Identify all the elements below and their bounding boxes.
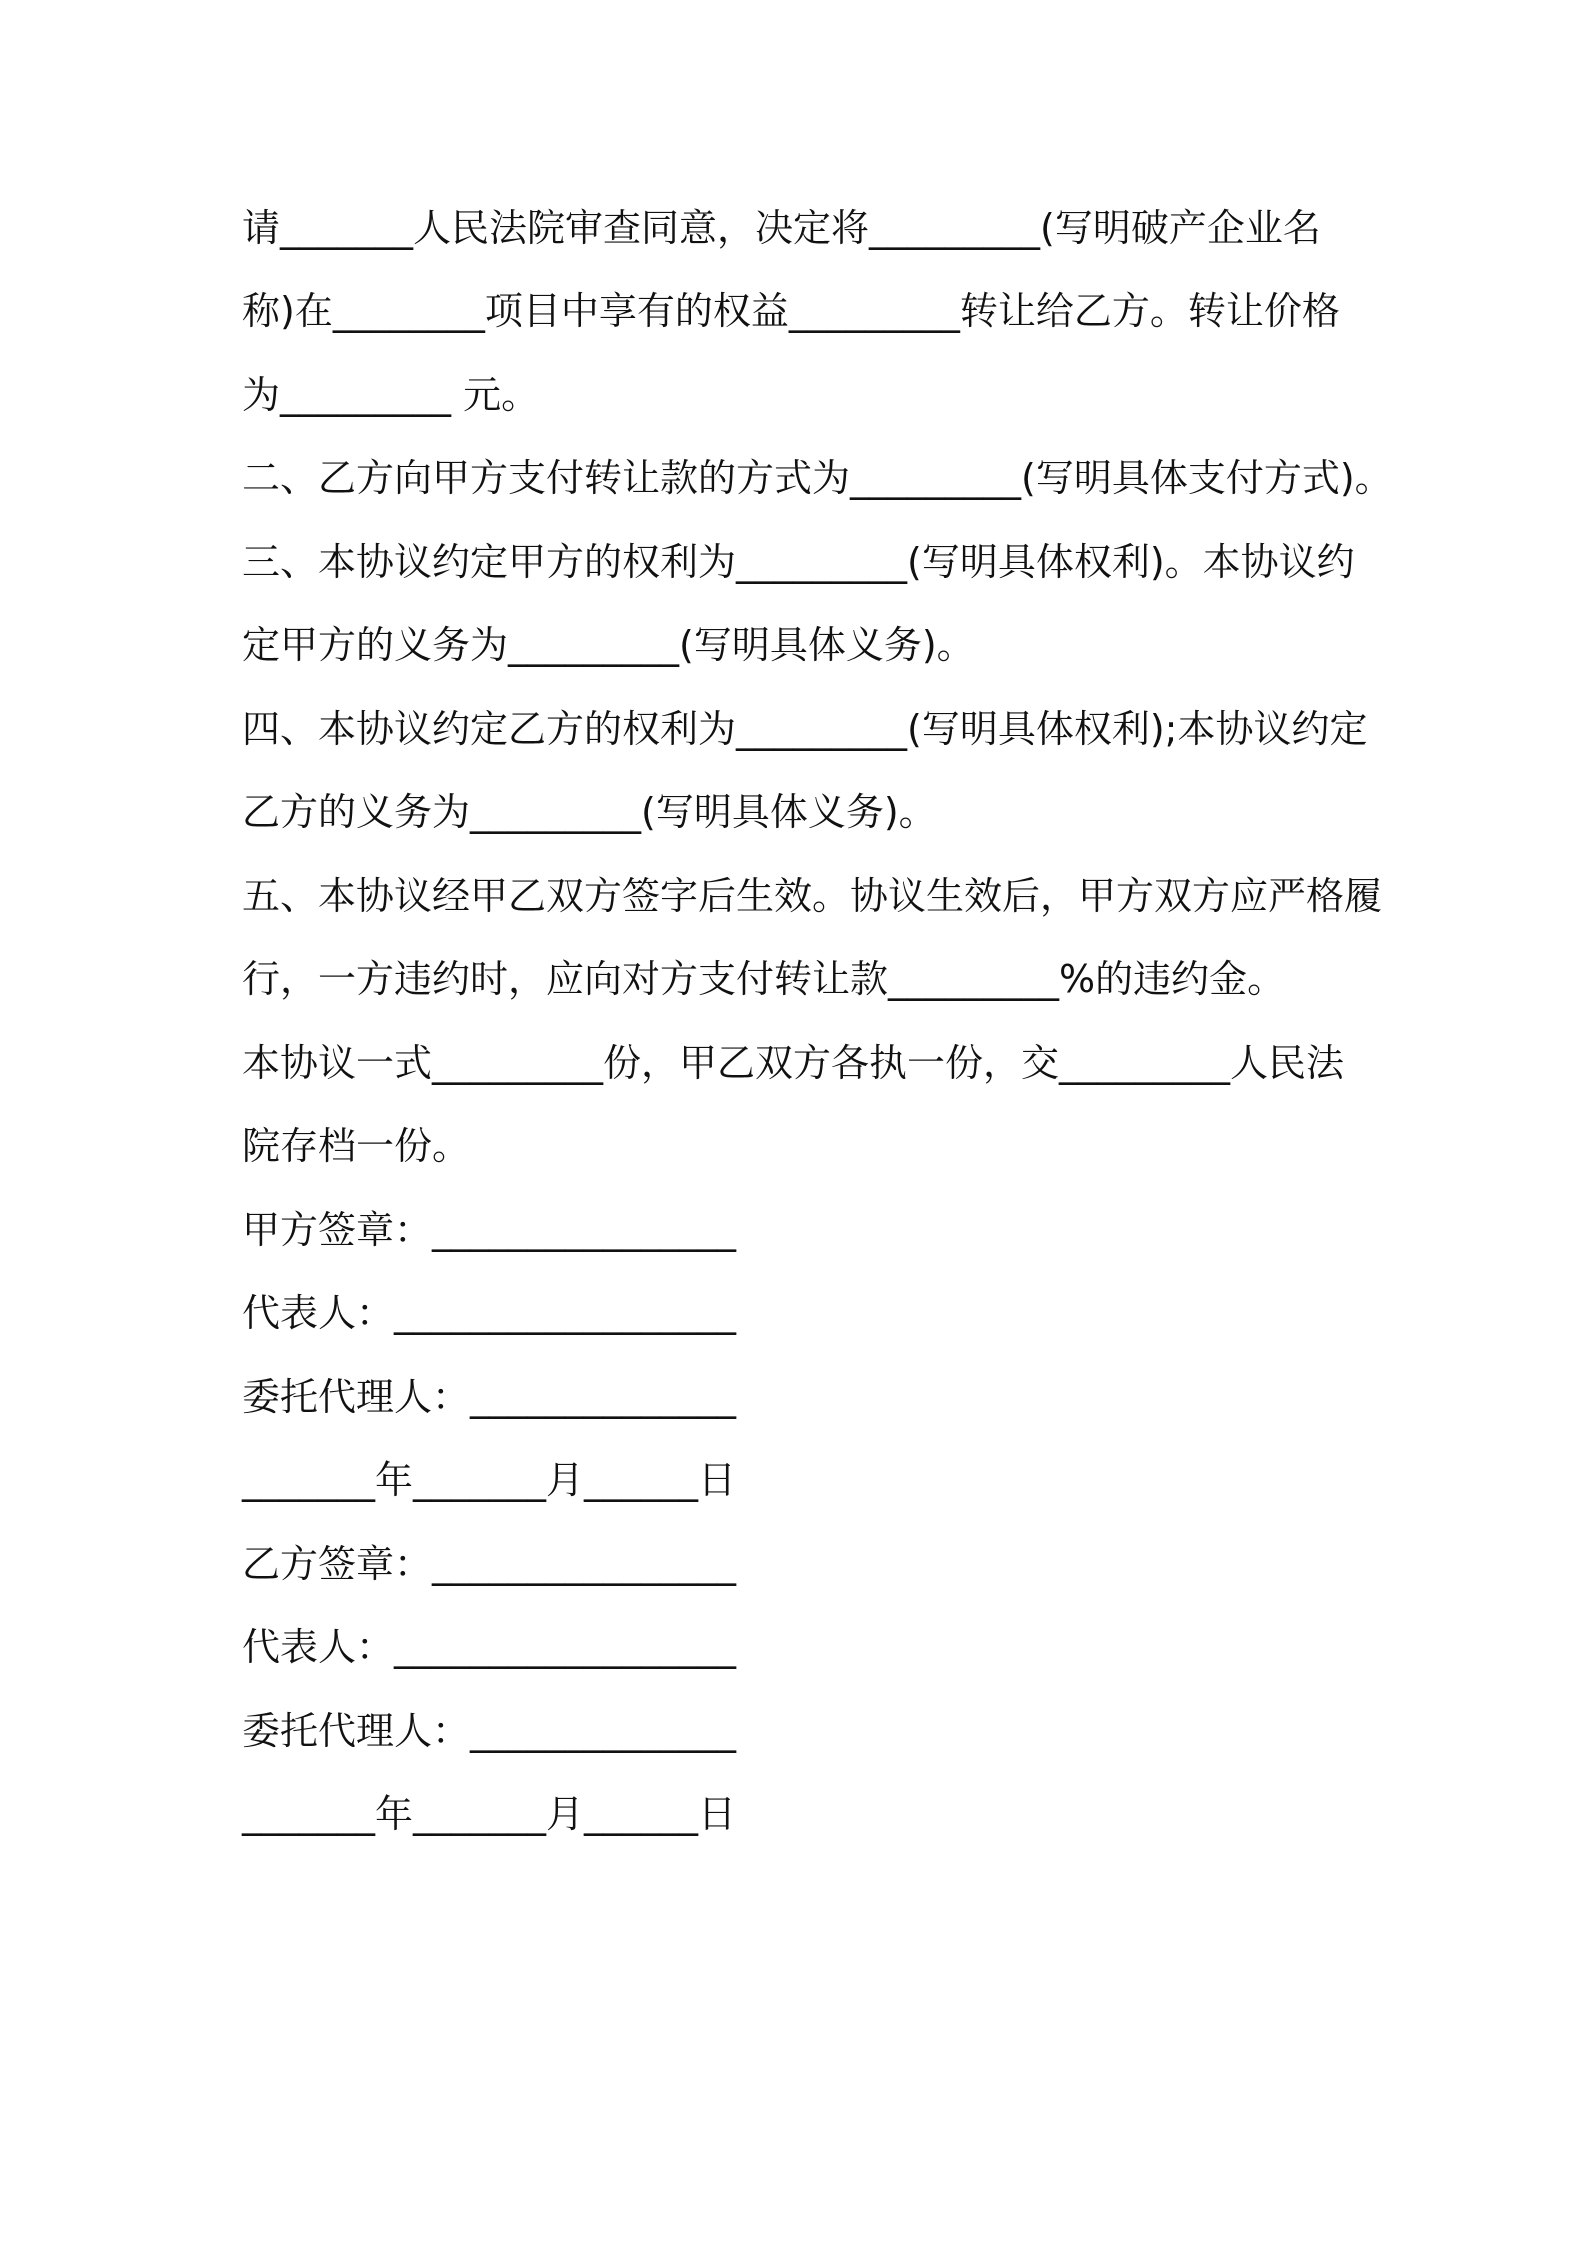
party-a-date: _______年_______月______日: [242, 1458, 737, 1502]
clause-4-line-2: 乙方的义务为_________(写明具体义务)。: [242, 790, 937, 834]
party-a-representative: 代表人：__________________: [242, 1291, 737, 1335]
clause-2-line-1: 二、乙方向甲方支付转让款的方式为_________(写明具体支付方式)。: [242, 456, 1393, 500]
clause-4-line-1: 四、本协议约定乙方的权利为_________(写明具体权利);本协议约定: [242, 707, 1368, 751]
party-a-agent: 委托代理人：______________: [242, 1375, 737, 1419]
clause-3-line-1: 三、本协议约定甲方的权利为_________(写明具体权利)。本协议约: [242, 540, 1355, 584]
party-a-seal: 甲方签章：________________: [242, 1208, 737, 1252]
clause-5-line-2: 行，一方违约时，应向对方支付转让款_________%的违约金。: [242, 957, 1286, 1001]
paragraph-line-1: 请_______人民法院审查同意，决定将_________(写明破产企业名: [242, 206, 1321, 250]
clause-5-line-1: 五、本协议经甲乙双方签字后生效。协议生效后，甲方双方应严格履: [242, 874, 1383, 918]
paragraph-line-3: 为_________ 元。: [242, 373, 540, 417]
party-b-representative: 代表人：__________________: [242, 1625, 737, 1669]
paragraph-line-2: 称)在________项目中享有的权益_________转让给乙方。转让价格: [242, 289, 1340, 333]
party-b-agent: 委托代理人：______________: [242, 1709, 737, 1753]
party-b-seal: 乙方签章：________________: [242, 1542, 737, 1586]
party-b-date: _______年_______月______日: [242, 1792, 737, 1836]
copies-line-1: 本协议一式_________份，甲乙双方各执一份，交_________人民法: [242, 1041, 1345, 1085]
copies-line-2: 院存档一份。: [242, 1124, 471, 1168]
clause-3-line-2: 定甲方的义务为_________(写明具体义务)。: [242, 623, 975, 667]
